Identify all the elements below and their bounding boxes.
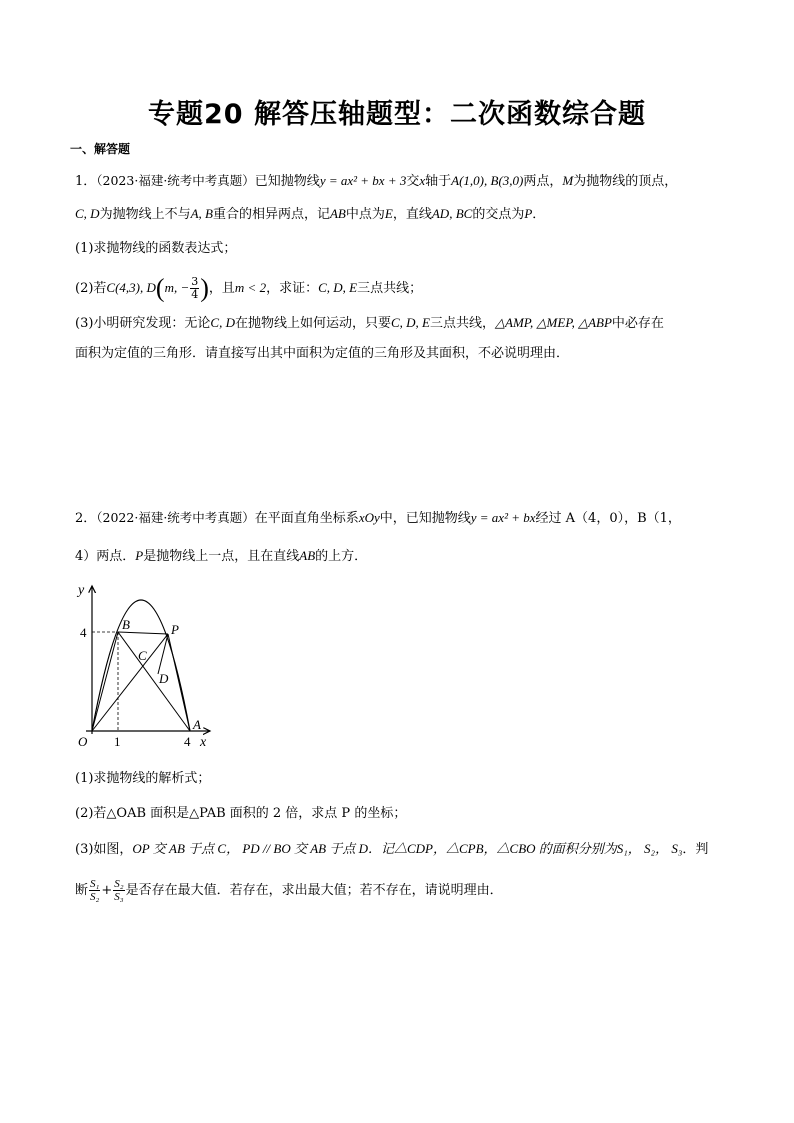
q1-var: E <box>384 206 393 221</box>
q2-number: 2． <box>75 511 97 526</box>
paren-left: ( <box>155 273 165 303</box>
q1-text: ，直线 <box>392 207 432 222</box>
point-A-label: A <box>193 717 201 732</box>
q1-var: C, D <box>210 315 235 330</box>
q1-part-2 <box>75 273 423 303</box>
point-B-label: B <box>122 617 130 632</box>
q1-var: AB <box>329 206 346 221</box>
q1-line-1 <box>75 172 677 191</box>
x-axis-label: x <box>200 735 207 750</box>
fraction-num: S₂ <box>114 878 124 890</box>
tick-y-4: 4 <box>80 625 87 640</box>
q1-text: 为抛物线上不与 <box>99 207 191 222</box>
q1-text: 重合的相异两点，记 <box>212 207 330 222</box>
q1-line-2 <box>75 205 545 224</box>
q1-var: m < 2 <box>234 280 267 295</box>
q2-var: S₁， S₂， S₃ <box>616 841 683 856</box>
q2-text: ．判 <box>682 842 709 857</box>
q2-line-1 <box>75 509 681 528</box>
q2-text: 4）两点． <box>75 549 136 564</box>
q1-part-3 <box>75 314 664 333</box>
q1-part-1: (1)求抛物线的函数表达式； <box>75 241 237 256</box>
fraction-den: S₂ <box>90 891 100 903</box>
q1-var: △AMP, △MEP, △ABP <box>495 315 612 330</box>
fraction-den: S₃ <box>114 891 124 903</box>
point-C-label: C <box>138 648 147 663</box>
tick-x-1: 1 <box>114 734 121 749</box>
q1-text: 轴于 <box>425 174 452 189</box>
point-P-label: P <box>171 622 179 637</box>
q1-equation: y = ax² + bx + 3 <box>319 173 407 188</box>
q2-text: (3)如图， <box>75 842 133 857</box>
q1-var: M <box>562 173 574 188</box>
q1-part-3-cont: 面积为定值的三角形．请直接写出其中面积为定值的三角形及其面积，不必说明理由． <box>75 346 570 361</box>
q1-text: (2)若 <box>75 281 107 296</box>
q1-var: m, − <box>164 280 190 295</box>
q1-var: P <box>524 206 533 221</box>
q1-number: 1． <box>75 174 97 189</box>
q1-var: C, D <box>75 206 100 221</box>
q2-text: 的上方． <box>315 549 368 564</box>
fraction <box>89 878 100 903</box>
q1-text: 中点为 <box>345 207 385 222</box>
q1-var: x <box>419 173 426 188</box>
fraction-num: 3 <box>191 275 199 288</box>
q1-text: 中必存在 <box>611 316 664 331</box>
q2-part-2: (2)若△OAB 面积是△PAB 面积的 2 倍，求点 P 的坐标； <box>75 806 407 821</box>
q2-text: 中，已知抛物线 <box>379 511 471 526</box>
q1-text: ，求证： <box>266 281 319 296</box>
q1-text: 在抛物线上如何运动，只要 <box>234 316 391 331</box>
origin-label: O <box>78 734 88 749</box>
q1-text: 为抛物线的顶点， <box>573 174 678 189</box>
q1-var: C, D, E <box>391 315 430 330</box>
q1-text: (3)小明研究发现：无论 <box>75 316 211 331</box>
fraction <box>113 878 124 903</box>
q1-var: C, D, E <box>318 280 358 295</box>
q2-equation: y = ax² + bx <box>470 510 536 525</box>
q1-text: 三点共线， <box>430 316 496 331</box>
q2-var: P <box>135 548 144 563</box>
fraction-den: 4 <box>191 288 199 301</box>
paren-right: ) <box>200 273 209 303</box>
q1-var: AD, BC <box>431 206 473 221</box>
y-axis-label: y <box>78 583 85 598</box>
fraction <box>190 276 199 301</box>
q2-text: 经过 A（4，0），B（1， <box>535 511 681 526</box>
q2-var: xOy <box>358 510 380 525</box>
q2-part-1: (1)求抛物线的解析式； <box>75 771 211 786</box>
q1-text: ． <box>532 207 546 222</box>
q1-text: 交 <box>406 174 420 189</box>
q2-text: 是抛物线上一点，且在直线 <box>143 549 300 564</box>
section-heading: 一、解答题 <box>70 142 131 156</box>
q1-text: 的交点为 <box>472 207 525 222</box>
segment-BP <box>118 632 168 634</box>
point-D-label: D <box>159 671 169 686</box>
q1-source: （2023·福建·统考中考真题） <box>96 173 255 188</box>
q1-text: 已知抛物线 <box>254 174 320 189</box>
q2-source: （2022·福建·统考中考真题） <box>96 510 255 525</box>
tick-x-4: 4 <box>184 734 191 749</box>
q2-part-3 <box>75 840 708 859</box>
q2-var: AB <box>299 548 316 563</box>
q2-text: 是否存在最大值．若存在，求出最大值；若不存在，请说明理由． <box>125 883 503 898</box>
q1-text: 两点， <box>523 174 563 189</box>
q1-text: ，且 <box>208 281 235 296</box>
q2-text: OP 交 AB 于点 C， PD // BO 交 AB 于点 D．记△CDP，△CPB，△CBO 的面积分别为 <box>132 841 617 856</box>
q2-line-2 <box>75 547 367 566</box>
plus-sign: + <box>101 883 113 898</box>
q2-text: 断 <box>75 883 89 898</box>
q2-text: 在平面直角坐标系 <box>254 511 359 526</box>
parabola-figure <box>72 578 222 762</box>
q1-points: A(1,0), B(3,0) <box>451 173 524 188</box>
page-title: 专题20 解答压轴题型：二次函数综合题 <box>148 99 646 130</box>
q2-part-3-cont <box>75 878 503 903</box>
fraction-num: S₁ <box>90 878 100 890</box>
q1-text: 三点共线； <box>357 281 423 296</box>
segment-OB <box>92 632 118 731</box>
q1-var: A, B <box>190 206 213 221</box>
q1-var: C(4,3), D <box>106 280 156 295</box>
